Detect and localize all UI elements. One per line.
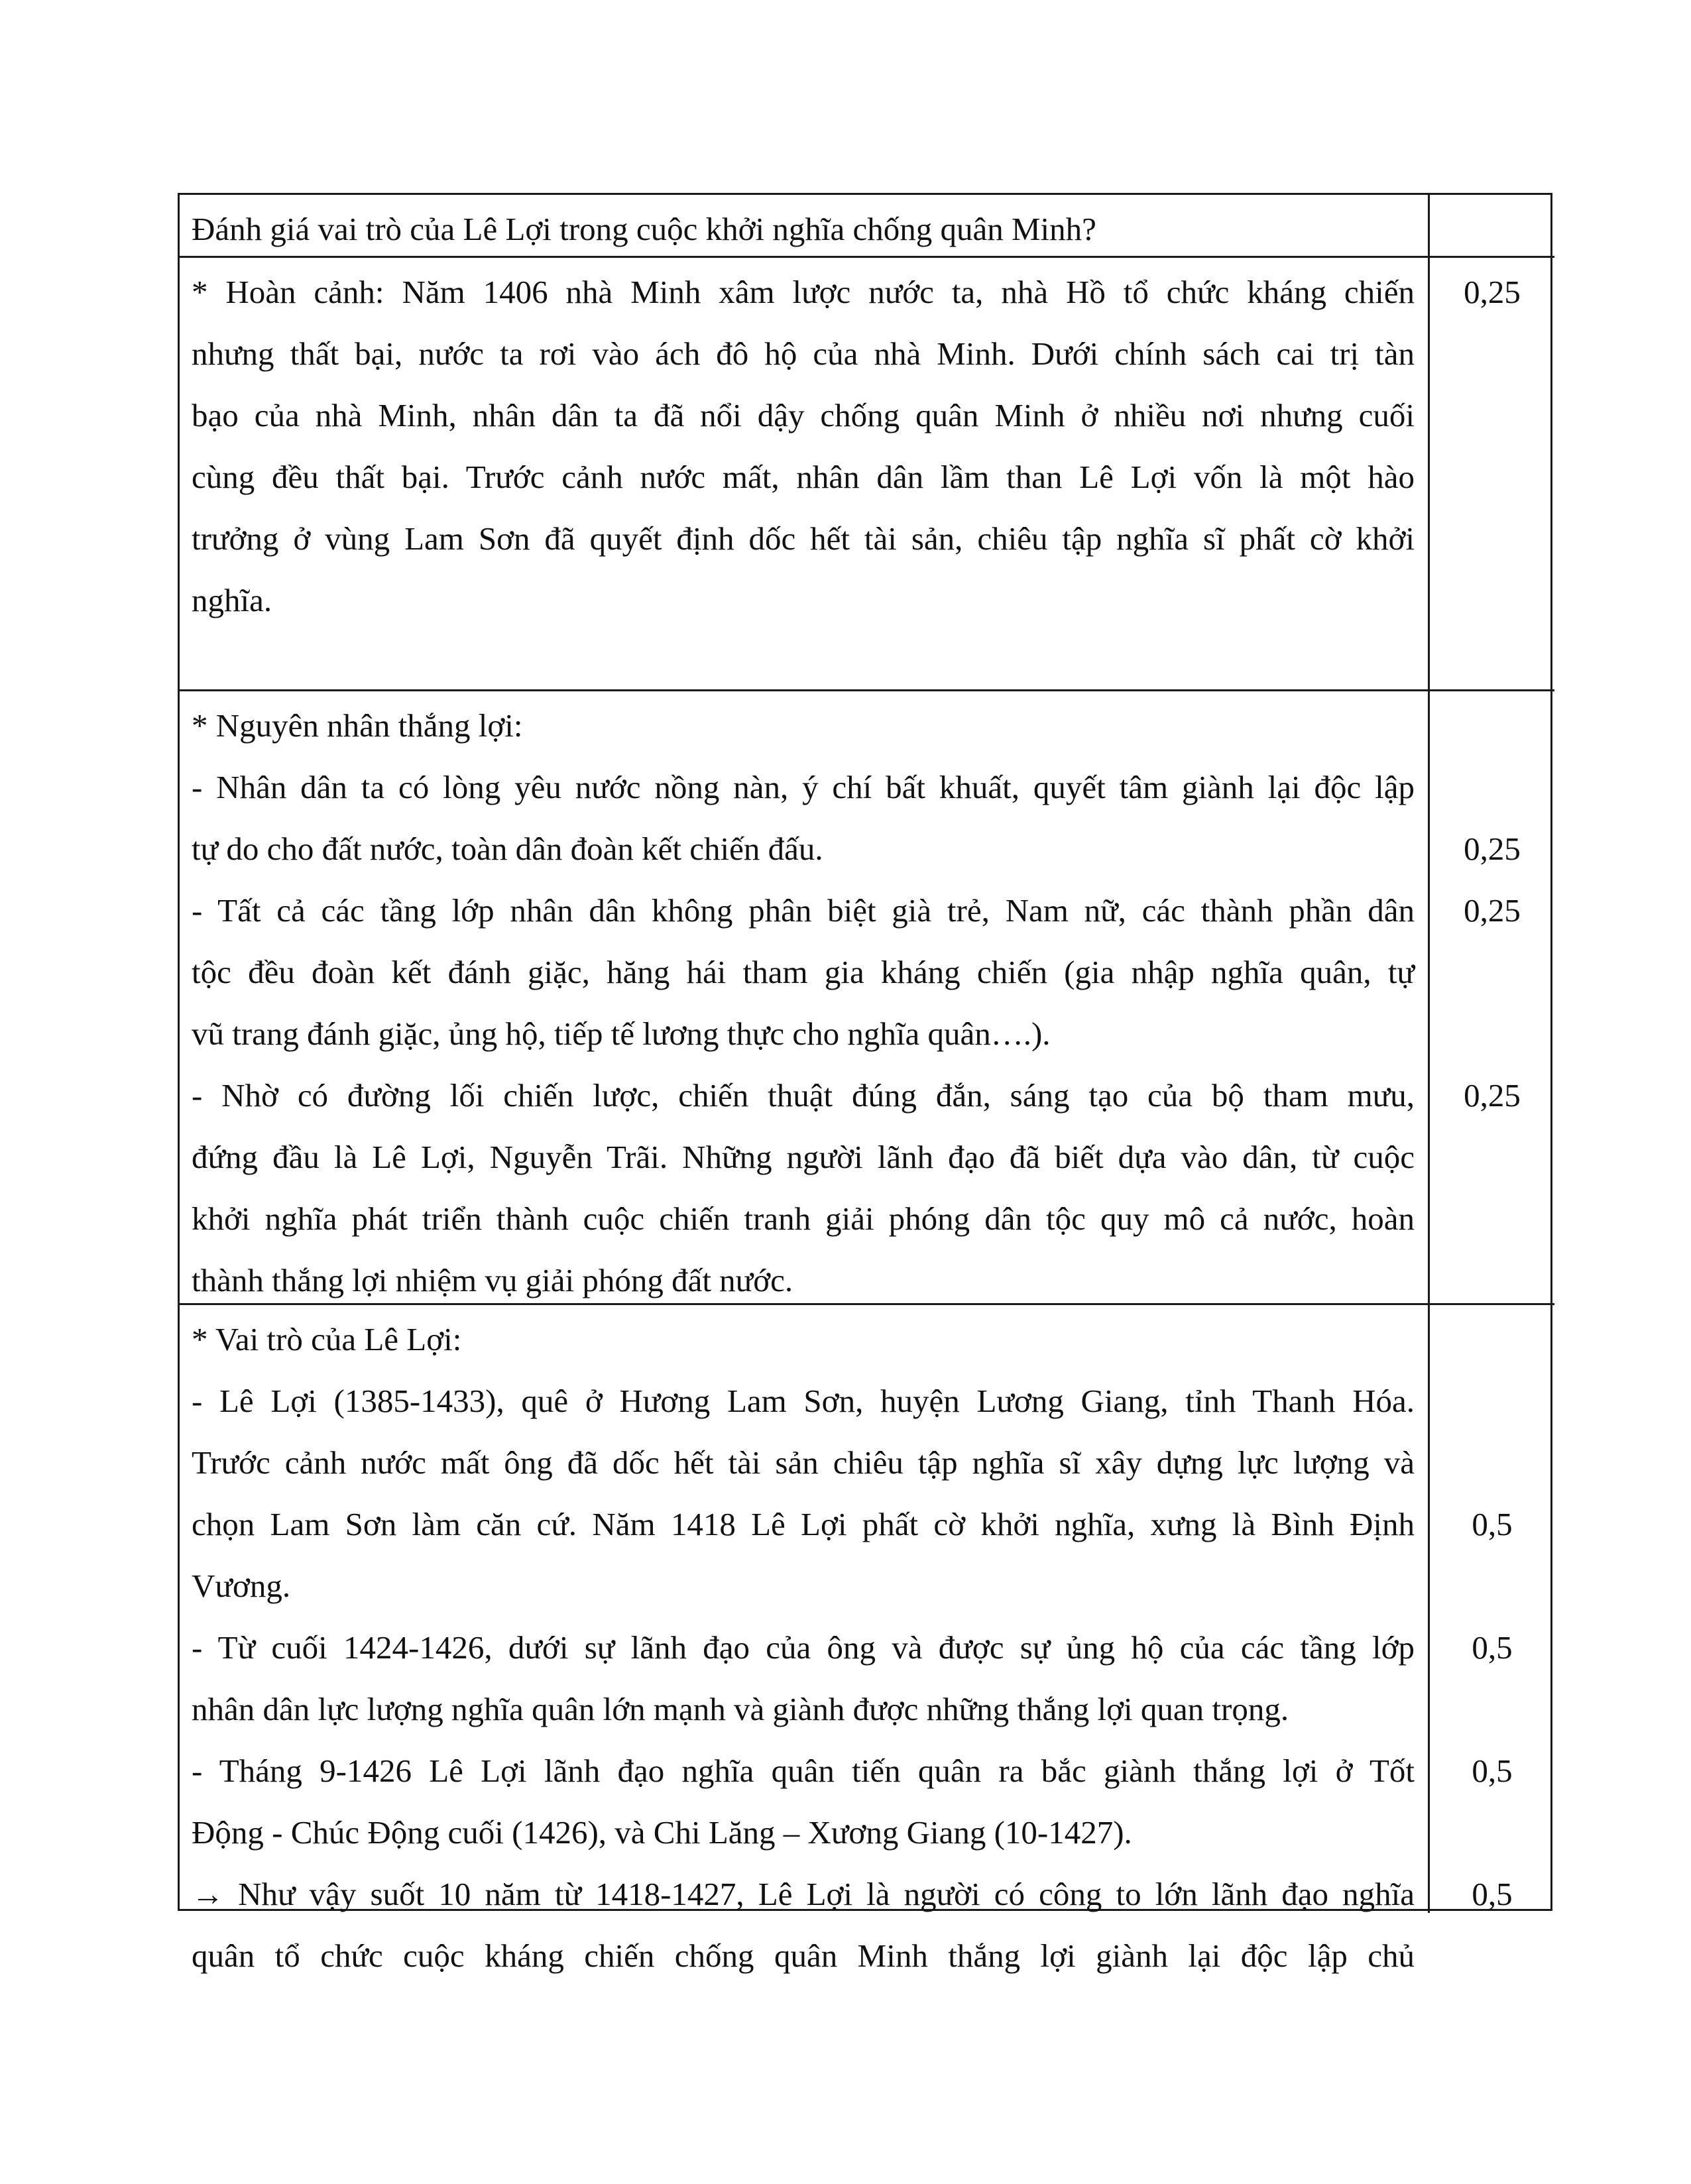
text-line: Động - Chúc Động cuối (1426), và Chi Lăng – Xương Giang (10-1427).	[192, 1814, 1132, 1851]
question-text: Đánh giá vai trò của Lê Lợi trong cuộc khởi nghĩa chống quân Minh?	[192, 211, 1096, 247]
text-line: quân tổ chức cuộc kháng chiến chống quân Minh thắng lợi giành lại độc lập chủ	[192, 1937, 1415, 1974]
text-line: - Nhờ có đường lối chiến lược, chiến thuật đúng đắn, sáng tạo của bộ tham mưu,	[192, 1077, 1415, 1114]
section-heading: * Nguyên nhân thắng lợi:	[192, 707, 523, 744]
role-score-cell	[1430, 1305, 1554, 1913]
score-value	[1430, 1678, 1554, 1740]
score-value: 0,5	[1472, 1876, 1513, 1912]
text-line: → Như vậy suốt 10 năm từ 1418-1427, Lê Lợi là người có công to lớn lãnh đạo nghĩa	[192, 1876, 1415, 1912]
text-line: nhưng thất bại, nước ta rơi vào ách đô hộ của nhà Minh. Dưới chính sách cai trị tàn	[192, 335, 1415, 372]
text-line: vũ trang đánh giặc, ủng hộ, tiếp tế lương thực cho nghĩa quân….).	[192, 1015, 1051, 1052]
answer-table	[178, 193, 1552, 1974]
role-cell	[180, 1305, 1430, 1974]
text-line: Trước cảnh nước mất ông đã dốc hết tài sản chiêu tập nghĩa sĩ xây dựng lực lượng và	[192, 1444, 1415, 1481]
text-line: bạo của nhà Minh, nhân dân ta đã nổi dậy chống quân Minh ở nhiều nơi nhưng cuối	[192, 397, 1415, 433]
score-value	[1430, 1003, 1554, 1064]
score-value	[1430, 1188, 1554, 1249]
text-line: - Lê Lợi (1385-1433), quê ở Hương Lam Sơn, huyện Lương Giang, tỉnh Thanh Hóa.	[192, 1383, 1415, 1419]
question-cell	[180, 195, 1430, 258]
text-line: - Tất cả các tầng lớp nhân dân không phân biệt già trẻ, Nam nữ, các thành phần dân	[192, 892, 1415, 929]
score-value: 0,5	[1472, 1629, 1513, 1666]
score-value: 0,25	[1464, 831, 1521, 867]
score-value: 0,5	[1472, 1506, 1513, 1542]
text-line: nghĩa.	[192, 582, 272, 618]
section-heading: * Vai trò của Lê Lợi:	[192, 1321, 462, 1357]
score-value	[1430, 1555, 1554, 1617]
text-line: đứng đầu là Lê Lợi, Nguyễn Trãi. Những người lãnh đạo đã biết dựa vào dân, từ cuộc	[192, 1139, 1415, 1175]
score-value	[1430, 1370, 1554, 1432]
score-value	[1430, 1432, 1554, 1493]
text-line: - Nhân dân ta có lòng yêu nước nồng nàn, ý chí bất khuất, quyết tâm giành lại độc lập	[192, 769, 1415, 805]
text-line: - Từ cuối 1424-1426, dưới sự lãnh đạo của ông và được sự ủng hộ của các tầng lớp	[192, 1629, 1415, 1666]
text-line: trưởng ở vùng Lam Sơn đã quyết định dốc hết tài sản, chiêu tập nghĩa sĩ phất cờ khởi	[192, 520, 1415, 557]
text-line: - Tháng 9-1426 Lê Lợi lãnh đạo nghĩa quân tiến quân ra bắc giành thắng lợi ở Tốt	[192, 1753, 1415, 1789]
text-line: khởi nghĩa phát triển thành cuộc chiến tranh giải phóng dân tộc quy mô cả nước, hoàn	[192, 1200, 1415, 1237]
text-line: * Hoàn cảnh: Năm 1406 nhà Minh xâm lược nước ta, nhà Hồ tổ chức kháng chiến	[192, 274, 1415, 310]
score-value	[1430, 756, 1554, 818]
causes-cell	[180, 691, 1430, 1305]
score-value	[1430, 1126, 1554, 1188]
score-value: 0,25	[1464, 1077, 1521, 1114]
text-line: chọn Lam Sơn làm căn cứ. Năm 1418 Lê Lợi phất cờ khởi nghĩa, xưng là Bình Định	[192, 1506, 1415, 1542]
score-value	[1430, 1249, 1554, 1311]
text-line: tộc đều đoàn kết đánh giặc, hăng hái tham gia kháng chiến (gia nhập nghĩa quân, tự	[192, 954, 1415, 990]
text-line: tự do cho đất nước, toàn dân đoàn kết chiến đấu.	[192, 831, 823, 867]
score-value	[1430, 695, 1554, 756]
context-score-cell	[1430, 258, 1554, 691]
score-value	[1430, 1308, 1554, 1370]
score-value: 0,25	[1464, 892, 1521, 929]
text-line: cùng đều thất bại. Trước cảnh nước mất, nhân dân lầm than Lê Lợi vốn là một hào	[192, 459, 1415, 495]
score-value	[1430, 1925, 1554, 1986]
text-line: thành thắng lợi nhiệm vụ giải phóng đất nước.	[192, 1262, 793, 1298]
score-value: 0,5	[1472, 1753, 1513, 1789]
context-cell	[180, 258, 1430, 691]
text-line: Vương.	[192, 1568, 291, 1604]
score-value	[1430, 1802, 1554, 1863]
score-value	[1430, 941, 1554, 1003]
causes-score-cell	[1430, 691, 1554, 1305]
score-value: 0,25	[1464, 274, 1521, 310]
text-line: nhân dân lực lượng nghĩa quân lớn mạnh và giành được những thắng lợi quan trọng.	[192, 1691, 1289, 1727]
question-score-cell	[1430, 195, 1554, 258]
